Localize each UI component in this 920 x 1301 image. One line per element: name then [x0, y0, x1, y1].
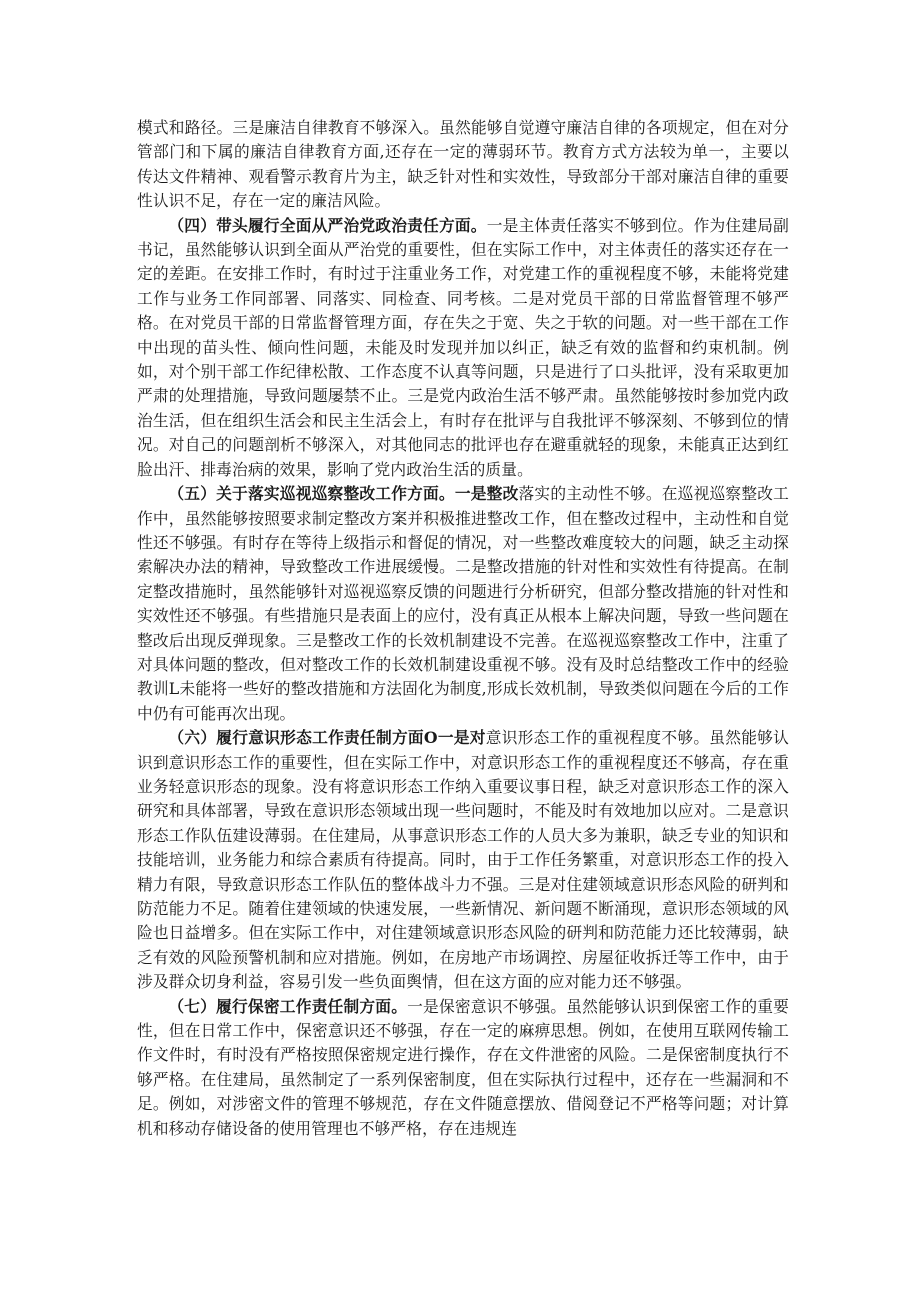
paragraph-section-6 [137, 726, 789, 994]
paragraph-section-7 [137, 995, 789, 1141]
paragraph-text: 落实的主动性不够。在巡视巡察整改工作中，虽然能够按照要求制定整改方案并积极推进整改工作，但在整改过程中，主动性和自觉性还不够强。有时存在等待上级指示和督促的情况，对一些整改难度较大的问题，缺乏主动探索解决办法的精神，导致整改工作进展缓慢。二是整改措施的针对性和实效性有待提高。在制定整改措施时，虽然能够针对巡视巡察反馈的问题进行分析研究，但部分整改措施的针对性和实效性还不够强。有些措施只是表面上的应付，没有真正从根本上解决问题，导致一些问题在整改后出现反弹现象。三是整改工作的长效机制建设不完善。在巡视巡察整改工作中，注重了对具体问题的整改，但对整改工作的长效机制建设重视不够。没有及时总结整改工作中的经验教训L未能将一些好的整改措施和方法固化为制度,形成长效机制，导致类似问题在今后的工作中仍有可能再次出现。 [137, 484, 789, 723]
section-heading: （四）带头履行全面从严治党政治责任方面。 [168, 215, 487, 235]
paragraph-text: 一是保密意识不够强。虽然能够认识到保密工作的重要性，但在日常工作中，保密意识还不够强，存在一定的麻痹思想。例如，在使用互联网传输工作文件时，有时没有严格按照保密规定进行操作，存在文件泄密的风险。二是保密制度执行不够严格。在住建局，虽然制定了一系列保密制度，但在实际执行过程中，还存在一些漏洞和不足。例如，对涉密文件的管理不够规范，存在文件随意摆放、借阅登记不严格等问题；对计算机和移动存储设备的使用管理也不够严格，存在违规连 [137, 996, 790, 1138]
paragraph-text: 模式和路径。三是廉洁自律教育不够深入。虽然能够自觉遵守廉洁自律的各项规定，但在对分管部门和下属的廉洁自律教育方面,还存在一定的薄弱环节。教育方式方法较为单一，主要以传达文件精神、观看警示教育片为主，缺乏针对性和实效性，导致部分干部对廉洁自律的重要性认识不足，存在一定的廉洁风险。 [137, 118, 789, 211]
section-heading: （五）关于落实巡视巡察整改工作方面。一是整改 [168, 484, 519, 504]
section-heading: （七）履行保密工作责任制方面。 [168, 996, 408, 1016]
paragraph-text: 意识形态工作的重视程度不够。虽然能够认识到意识形态工作的重要性，但在实际工作中，对意识形态工作的重视程度还不够高，存在重业务轻意识形态的现象。没有将意识形态工作纳入重要议事日程，缺乏对意识形态工作的深入研究和具体部署，导致在意识形态领域出现一些问题时，不能及时有效地加以应对。二是意识形态工作队伍建设薄弱。在住建局，从事意识形态工作的人员大多为兼职，缺乏专业的知识和技能培训，业务能力和综合素质有待提高。同时，由于工作任务繁重，对意识形态工作的投入精力有限，导致意识形态工作队伍的整体战斗力不强。三是对住建领域意识形态风险的研判和防范能力不足。随着住建领域的快速发展，一些新情况、新问题不断涌现，意识形态领域的风险也日益增多。但在实际工作中，对住建领域意识形态风险的研判和防范能力还比较薄弱，缺乏有效的风险预警机制和应对措施。例如，在房地产市场调控、房屋征收拆迁等工作中，由于涉及群众切身利益，容易引发一些负面舆情，但在这方面的应对能力还不够强。 [137, 728, 789, 992]
section-heading: （六）履行意识形态工作责任制方面O一是对 [168, 728, 486, 748]
paragraph-continuation [137, 116, 789, 214]
document-body [137, 116, 789, 1141]
paragraph-section-4 [137, 214, 789, 482]
paragraph-section-5 [137, 482, 789, 726]
paragraph-text: 一是主体责任落实不够到位。作为住建局副书记，虽然能够认识到全面从严治党的重要性，但在实际工作中，对主体责任的落实还存在一定的差距。在安排工作时，有时过于注重业务工作，对党建工作的重视程度不够，未能将党建工作与业务工作同部署、同落实、同检查、同考核。二是对党员干部的日常监督管理不够严格。在对党员干部的日常监督管理方面，存在失之于宽、失之于软的问题。对一些干部在工作中出现的苗头性、倾向性问题，未能及时发现并加以纠正，缺乏有效的监督和约束机制。例如，对个别干部工作纪律松散、工作态度不认真等问题，只是进行了口头批评，没有采取更加严肃的处理措施，导致问题屡禁不止。三是党内政治生活不够严肃。虽然能够按时参加党内政治生活，但在组织生活会和民主生活会上，有时存在批评与自我批评不够深刻、不够到位的情况。对自己的问题剖析不够深入，对其他同志的批评也存在避重就轻的现象，未能真正达到红脸出汗、排毒治病的效果，影响了党内政治生活的质量。 [137, 215, 789, 479]
